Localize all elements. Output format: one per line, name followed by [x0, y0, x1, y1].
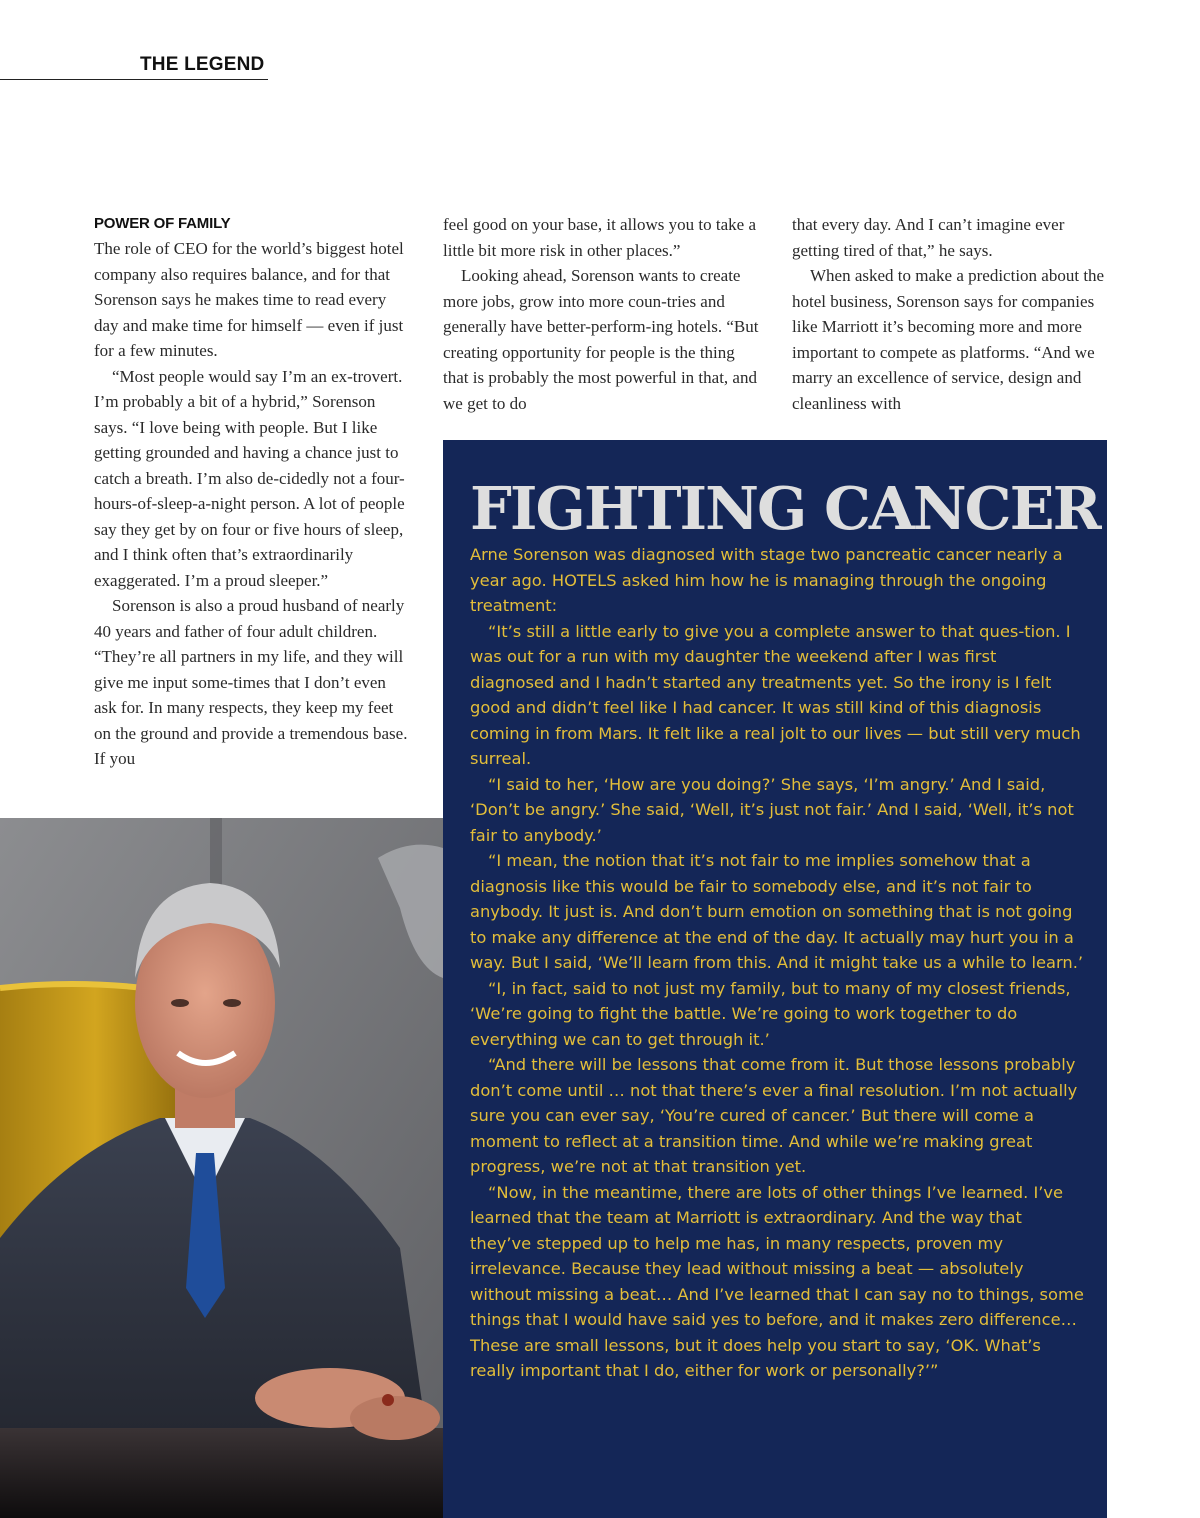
- header-rule: [0, 79, 268, 80]
- sidebar-title: FIGHTING CANCER: [470, 474, 1100, 543]
- sidebar-paragraph: “And there will be lessons that come from it. But those lessons probably don’t come until … not that there’s ever a final resolution. I’m not actually sure you can ever say, ‘You’re cured of cancer.’ But there will come a moment to reflect at a transition time. And while we’re making great progress, we’re not at that transition yet.: [470, 1055, 1078, 1176]
- article-column-1: [94, 212, 410, 772]
- portrait-illustration: [0, 818, 443, 1518]
- paragraph: “Most people would say I’m an ex-trovert. I’m probably a bit of a hybrid,” Sorenson says. “I love being with people. But I like getting grounded and having a chance just to catch a breath. I’m also de-cidedly not a four-hours-of-sleep-a-night person. A lot of people say they get by on four or five hours of sleep, and I think often that’s extraordinarily exaggerated. I’m a proud sleeper.”: [94, 366, 405, 590]
- paragraph: that every day. And I can’t imagine ever getting tired of that,” he says.: [792, 215, 1065, 260]
- sidebar-paragraph: “I said to her, ‘How are you doing?’ She says, ‘I’m angry.’ And I said, ‘Don’t be angry.’ She said, ‘Well, it’s just not fair.’ And I said, ‘Well, it’s not fair to anybody.’: [470, 774, 1074, 845]
- article-column-2: [443, 212, 761, 416]
- paragraph: Looking ahead, Sorenson wants to create more jobs, grow into more coun-tries and generally have better-perform-ing hotels. “But creating opportunity for people is the thing that is probably the most powerful in that, and we get to do: [443, 266, 759, 413]
- paragraph: When asked to make a prediction about the hotel business, Sorenson says for companies like Marriott it’s becoming more and more important to compete as platforms. “And we marry an excellence of service, design and cleanliness with: [792, 266, 1105, 413]
- section-label: THE LEGEND: [140, 54, 265, 75]
- portrait-photo: [0, 818, 443, 1518]
- article-column-3: [792, 212, 1112, 416]
- subhead: POWER OF FAMILY: [94, 215, 231, 232]
- paragraph: Sorenson is also a proud husband of nearly 40 years and father of four adult children. “They’re all partners in my life, and they will give me input some-times that I don’t even ask for. In many respects, they keep my feet on the ground and provide a tremendous base. If you: [94, 596, 408, 768]
- fighting-cancer-sidebar: [443, 440, 1107, 1518]
- paragraph: feel good on your base, it allows you to take a little bit more risk in other places.”: [443, 215, 757, 260]
- sidebar-paragraph: Arne Sorenson was diagnosed with stage two pancreatic cancer nearly a year ago. HOTELS asked him how he is managing through the ongoing treatment:: [470, 545, 1063, 615]
- sidebar-paragraph: “It’s still a little early to give you a complete answer to that ques-tion. I was out for a run with my daughter the weekend after I was first diagnosed and I hadn’t started any treatments yet. So the irony is I felt good and didn’t feel like I had cancer. It was still kind of this diagnosis coming in from Mars. It felt like a real jolt to our lives — but still very much surreal.: [470, 621, 1081, 768]
- sidebar-body: [470, 542, 1085, 1384]
- paragraph: The role of CEO for the world’s biggest hotel company also requires balance, and for that Sorenson says he makes time to read every day and make time for himself — even if just for a few minutes.: [94, 239, 404, 360]
- sidebar-paragraph: “Now, in the meantime, there are lots of other things I’ve learned. I’ve learned that the team at Marriott is extraordinary. And the way that they’ve stepped up to help me has, in many respects, proven my irrelevance. Because they lead without missing a beat — absolutely without missing a beat… And I’ve learned that I can say no to things, some things that I would have said yes to before, and it makes zero difference… These are small lessons, but it does help you start to say, ‘OK. What’s really important that I do, either for work or personally?’”: [470, 1182, 1084, 1380]
- sidebar-paragraph: “I mean, the notion that it’s not fair to me implies somehow that a diagnosis like this would be fair to somebody else, and it’s not fair to anybody. It just is. And don’t burn emotion on something that is not going to make any difference at the end of the day. It actually may hurt you in a way. But I said, ‘We’ll learn from this. And it might take us a while to learn.’: [470, 851, 1084, 972]
- sidebar-paragraph: “I, in fact, said to not just my family, but to many of my closest friends, ‘We’re going to fight the battle. We’re going to work together to do everything we can to get through it.’: [470, 978, 1071, 1049]
